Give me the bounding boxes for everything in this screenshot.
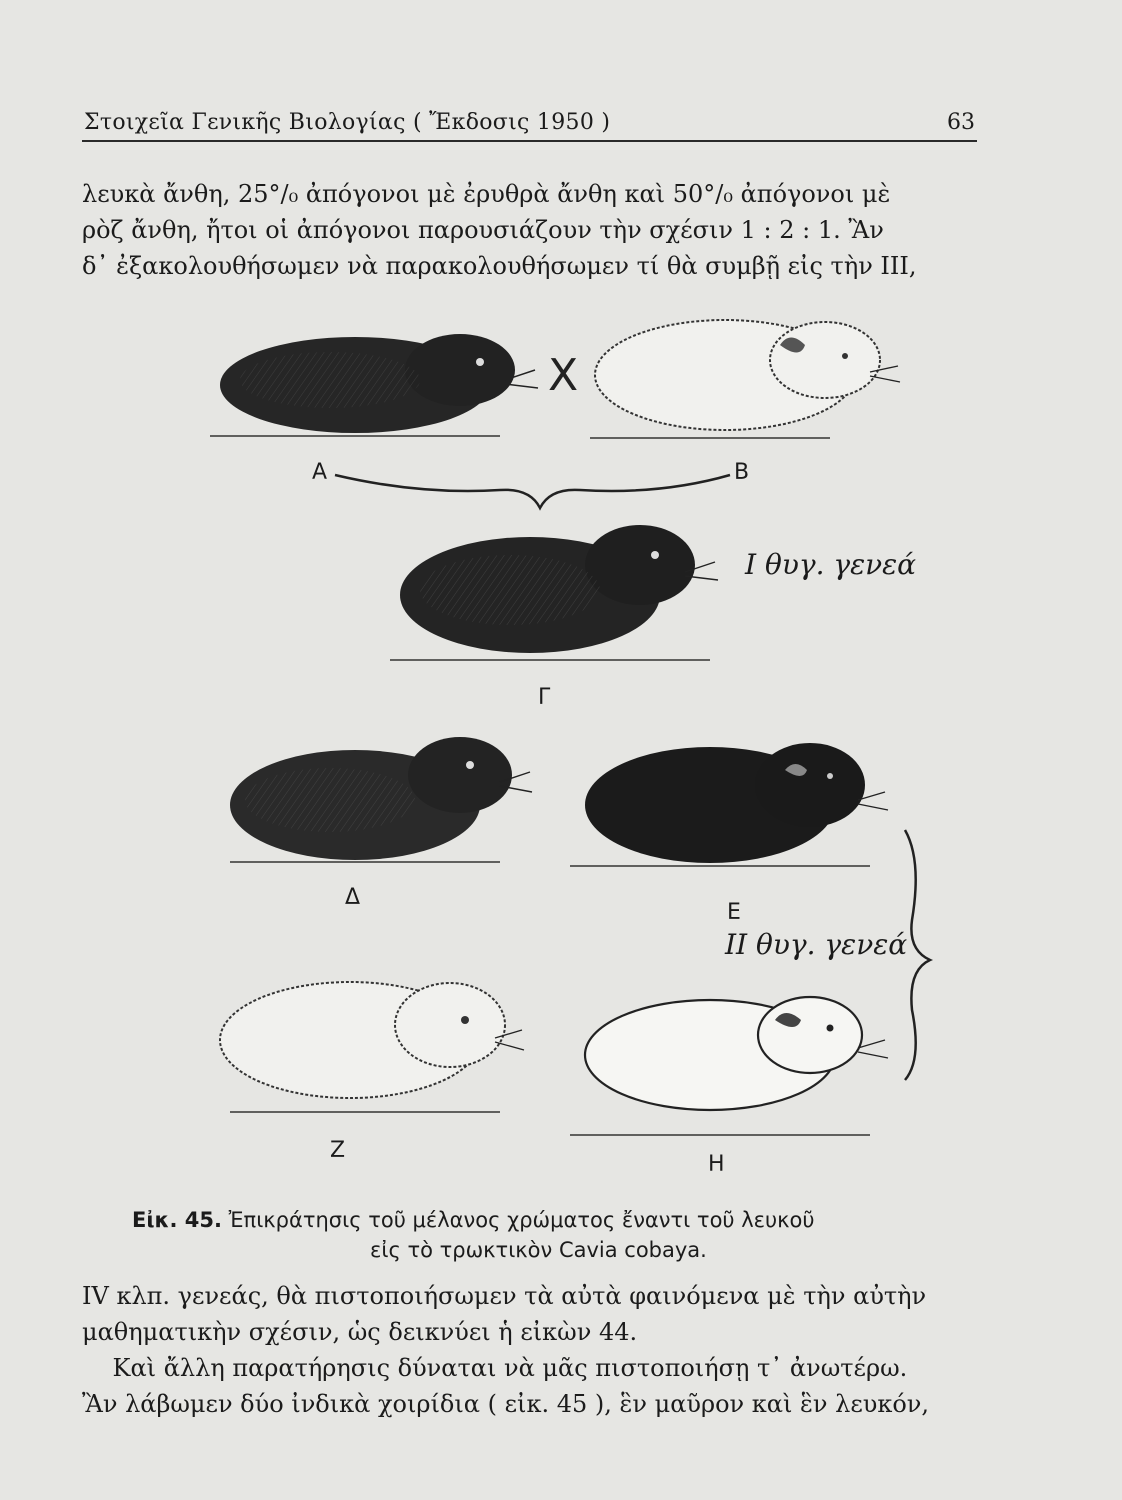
text-line: μαθηματικὴν σχέσιν, ὡς δεικνύει ἡ εἰκὼν 44. [82,1318,638,1346]
figure-caption [120,1205,1000,1265]
label-a: Α [312,460,328,485]
caption-line-2: εἰς τὸ τρωκτικὸν Cavia cobaya. [370,1238,707,1262]
text-line: λευκὰ ἄνθη, 25°/₀ ἀπόγονοι μὲ ἐρυθρὰ ἄνθη καὶ 50°/₀ ἀπόγονοι μὲ [82,180,891,208]
guinea-pig-a-black [210,334,538,436]
guinea-pig-b-white [590,320,900,438]
label-e: Ε [727,900,741,925]
page-number: 63 [947,110,975,135]
label-z: Ζ [330,1138,346,1163]
caption-line-1: Ἐπικράτησις τοῦ μέλανος χρώματος ἔναντι τοῦ λευκοῦ [228,1208,815,1232]
label-b: Β [734,460,750,485]
guinea-pig-g-black [390,525,718,660]
label-d: Δ [345,885,361,910]
paragraph-top [82,176,982,284]
caption-label: Εἰκ. 45. [132,1208,222,1232]
guinea-pig-e-black [570,743,888,866]
text-line: Ἂν λάβωμεν δύο ἰνδικὰ χοιρίδια ( εἰκ. 45 ), ἓν μαῦρον καὶ ἓν λευκόν, [82,1390,930,1418]
text-line: δ᾽ ἐξακολουθήσωμεν νὰ παρακολουθήσωμεν τί θὰ συμβῇ εἰς τὴν ΙΙΙ, [82,252,917,280]
label-h: Η [708,1152,725,1177]
guinea-pig-figure [170,300,950,1180]
text-line: Καὶ ἄλλη παρατήρησις δύναται νὰ μᾶς πιστοποιήσῃ τ᾽ ἀνωτέρω. [82,1354,908,1382]
guinea-pig-h-white [570,997,888,1135]
figure-illustration [170,300,950,1180]
guinea-pig-d-black [230,737,532,862]
running-header [82,108,977,142]
guinea-pig-z-white [220,982,524,1112]
gen1-label: Ι θυγ. γενεά [745,548,917,581]
text-line: IV κλπ. γενεάς, θὰ πιστοποιήσωμεν τὰ αὐτὰ φαινόμενα μὲ τὴν αὐτὴν [82,1282,927,1310]
text-line: ρὸζ ἄνθη, ἤτοι οἱ ἀπόγονοι παρουσιάζουν τὴν σχέσιν 1 : 2 : 1. Ἂν [82,216,884,244]
label-g: Γ [538,685,551,710]
paragraph-bottom [82,1278,982,1422]
cross-symbol: X [548,350,579,401]
gen2-label: ΙΙ θυγ. γενεά [725,928,908,961]
book-title: Στοιχεῖα Γενικῆς Βιολογίας ( Ἔκδοσις 1950 ) [84,110,611,135]
